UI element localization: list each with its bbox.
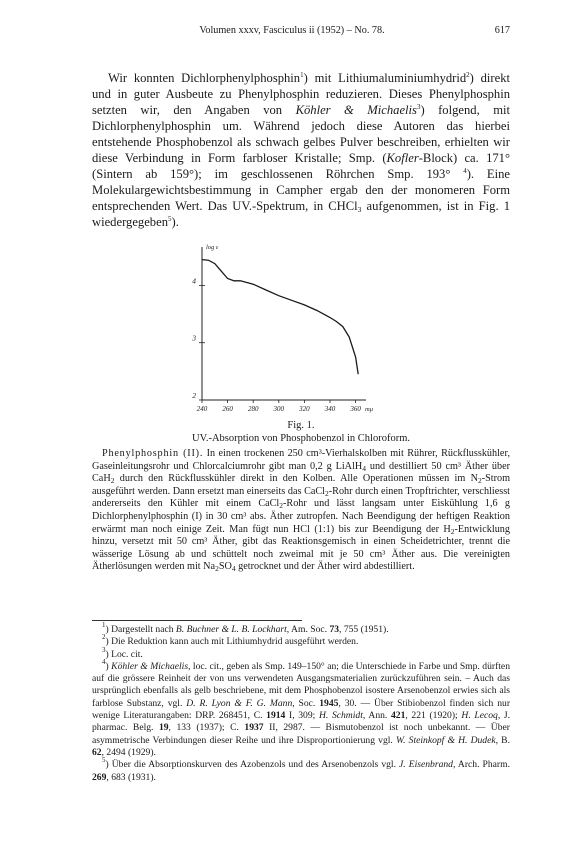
x-axis-unit-label: mμ [365,406,373,413]
page-number: 617 [494,25,510,36]
y-tick-label: 4 [192,276,196,286]
footnote-ref: 5 [168,215,172,223]
footnote-1: $^1$) Dargestellt nach B. Buchner & L. B. Lockhart, Am. Soc. 73, 755 (1951). [102,621,389,635]
x-tick-label: 320 [299,405,310,413]
x-tick-label: 360 [350,405,361,413]
intro-paragraph: Wir konnten Dichlorphenylphosphin$^1$) mit Lithiumaluminiumhydrid$^2$) direkt und in guter Ausbeute zu Phenylphosphin reduzieren. Dieses Phenylphosphin setzten wir, den Angaben von Köhler & Michaelis$^3$) folgend, mit Dichlorphenylphosphin um. Während jedoch diese Autoren das hierbei entstehende Phosphobenzol als schwach gelbes Pulver beschreiben, erhielten wir diese Verbindung in Form farbloser Kristalle; Smp. (Kofler-Block) ca. 171° (Sintern ab 159°); im geschlossenen Röhrchen Smp. 193° $^4$). Eine Molekulargewichtsbestimmung in Campher ergab den der monomeren Form entsprechenden Wert. Das UV.-Spektrum, in CHCl$_3$ aufgenommen, ist in Fig. 1 wiedergegeben$^5$). [92,71,511,229]
footnote-ref: 4 [463,167,467,175]
footnote-ref: 1 [300,71,304,79]
footnote-4: $^4$) Köhler & Michaelis, loc. cit., geben als Smp. 149–150° an; die Unterschiede in Farbe und Smp. dürften auf die grössere Reinheit der von uns verwendeten Ausgangsmaterialien zurückzuführen sein. – Auch das ursprünglich ebenfalls als gelb beschriebene, mit dem Phosphobenzol isostere Arsenobenzol erwies sich als farblose Substanz, vgl. D. R. Lyon & F. G. Mann, Soc. 1945, 30. — Über Stibiobenzol finden sich nur wenige Literaturangaben: DRP. 268451, C. 1914 I, 309; H. Schmidt, Ann. 421, 221 (1920); H. Lecoq, J. pharmac. Belg. 19, 133 (1937); C. 1937 II, 2987. — Bismutobenzol ist noch unbekannt. — Über asymmetrische Verbindungen dieser Reihe und ihre Disproportionierung vgl. W. Steinkopf & H. Dudek, B. 62, 2494 (1929). [92,657,511,758]
footnote-5: $^5$) Über die Absorptionskurven des Azobenzols und des Arsenobenzols vgl. J. Eisenbrand, Arch. Pharm. 269, 683 (1931). [92,756,510,783]
x-tick-label: 280 [247,405,259,413]
compound-heading: Phenylphosphin (II). [102,448,204,459]
figure-caption-text: UV.-Absorption von Phosphobenzol in Chloroform. [192,433,410,444]
figure-number: Fig. 1. [287,420,315,431]
y-tick-label: 2 [192,391,196,400]
footnote-2: $^2$) Die Reduktion kann auch mit Lithiumhydrid ausgeführt werden. [102,633,359,648]
footnote-3: $^3$) Loc. cit. [102,645,143,660]
y-axis-label: log ε [206,244,219,251]
y-tick-label: 3 [192,333,196,343]
author-name: Köhler & Michaelis [295,103,417,117]
figure-caption [92,419,510,445]
experimental-paragraph: Phenylphosphin (II). In einen trockenen 250 cm³-Vierhalskolben mit Rührer, Rückflusskühler, Gaseinleitungsrohr und Chlorcalciumrohr gibt man 0,2 g LiAlH$_4$ und destilliert 50 cm³ Äther über CaH$_2$ durch den Rückflusskühler direkt in den Kolben. Alle Operationen müssen im $N_2$-Strom ausgeführt werden. Dann ersetzt man einerseits das CaCl$_2$-Rohr durch einen Tropftrichter, verschliesst andererseits den Kühler mit einem CaCl$_2$-Rohr und lässt langsam unter Eiskühlung 1,6 g Dichlorphenylphosphin (I) in 30 cm³ abs. Äther zutropfen. Nach Beendigung der heftigen Reaktion erwärmt man noch einige Zeit. Man fügt nun HCl (1:1) bis zur Beendigung der $H_2$-Entwicklung hinzu, versetzt mit 50 cm³ Äther, gibt das Reaktionsgemisch in einen Scheidetrichter, trennt die wässerige Lösung ab und schüttelt noch zweimal mit je 50 cm³ Äther aus. Die vereinigten Ätherlösungen werden mit $Na_2SO_4$ getrocknet und der Äther wird abdestilliert. [92,448,510,574]
running-header: Volumen xxxv, Fasciculus ii (1952) – No. 78. [199,25,385,36]
author-name: Kofler [386,151,419,165]
footnote-ref: 2 [466,71,470,79]
uv-spectrum-chart [180,237,380,427]
x-tick-label: 300 [273,405,285,413]
x-tick-label: 240 [196,405,208,413]
footnote-ref: 3 [416,103,421,111]
x-tick-label: 260 [222,405,233,413]
x-tick-label: 340 [324,405,336,413]
footnote-list [92,621,511,784]
footnote-separator [92,620,302,621]
absorption-curve [202,260,358,375]
